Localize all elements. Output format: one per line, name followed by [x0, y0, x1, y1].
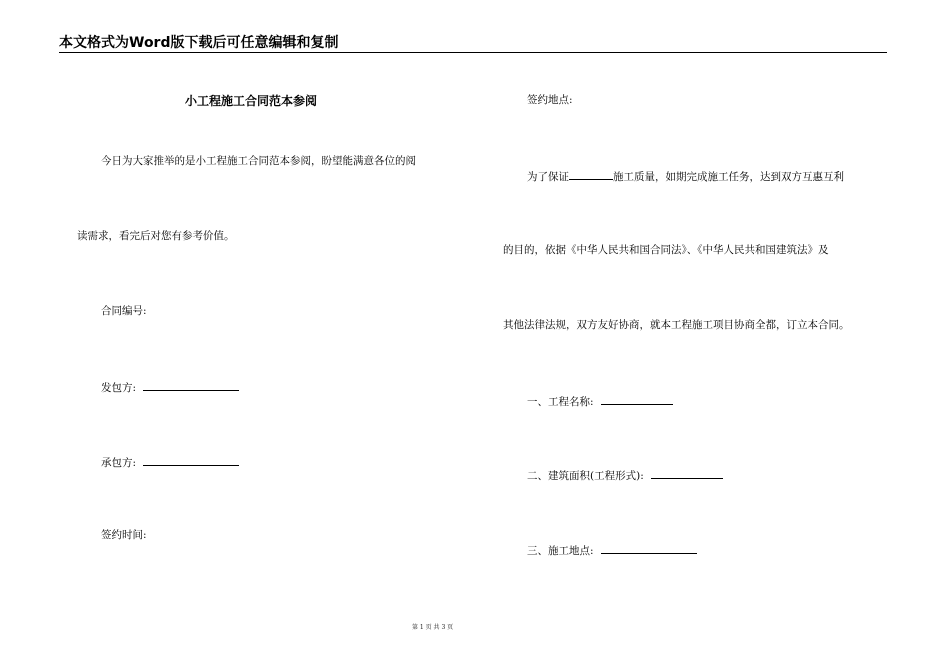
item-3-row [527, 542, 697, 558]
purpose-prefix: 为了保证 [527, 171, 569, 183]
purpose-suffix: 施工质量，如期完成施工任务，达到双方互惠互利 [613, 171, 844, 183]
party-b-blank [143, 454, 239, 466]
contract-number-label: 合同编号: [101, 305, 147, 317]
party-a-label: 发包方: [101, 382, 137, 394]
item-3-label: 三、施工地点: [527, 545, 594, 557]
item-1-row [527, 393, 673, 409]
header-text: 本文格式为Word版下载后可任意编辑和复制 [59, 35, 339, 51]
item-2-label: 二、建筑面积(工程形式): [527, 470, 644, 482]
item-3-blank [601, 542, 697, 554]
purpose-line-1 [527, 168, 844, 184]
intro-line-1: 今日为大家推举的是小工程施工合同范本参阅，盼望能满意各位的阅 [101, 155, 416, 167]
party-a-row [101, 379, 239, 395]
header-rule [59, 52, 887, 53]
party-b-label: 承包方: [101, 457, 137, 469]
sign-time-label: 签约时间: [101, 529, 147, 541]
item-2-blank [651, 467, 723, 479]
item-1-label: 一、工程名称: [527, 396, 594, 408]
sign-place-label: 签约地点: [527, 94, 573, 106]
page-footer: 第 1 页 共 3 页 [412, 624, 454, 631]
item-2-row [527, 467, 723, 483]
purpose-line-3: 其他法律法规，双方友好协商，就本工程施工项目协商全都，订立本合同。 [503, 319, 850, 331]
item-1-blank [601, 393, 673, 405]
party-b-row [101, 454, 239, 470]
document-title: 小工程施工合同范本参阅 [185, 94, 318, 108]
purpose-line-2: 的目的，依据《中华人民共和国合同法》、《中华人民共和国建筑法》及 [503, 244, 829, 256]
party-a-blank [143, 379, 239, 391]
project-name-blank [569, 168, 613, 180]
intro-line-2: 读需求，看完后对您有参考价值。 [77, 230, 235, 242]
